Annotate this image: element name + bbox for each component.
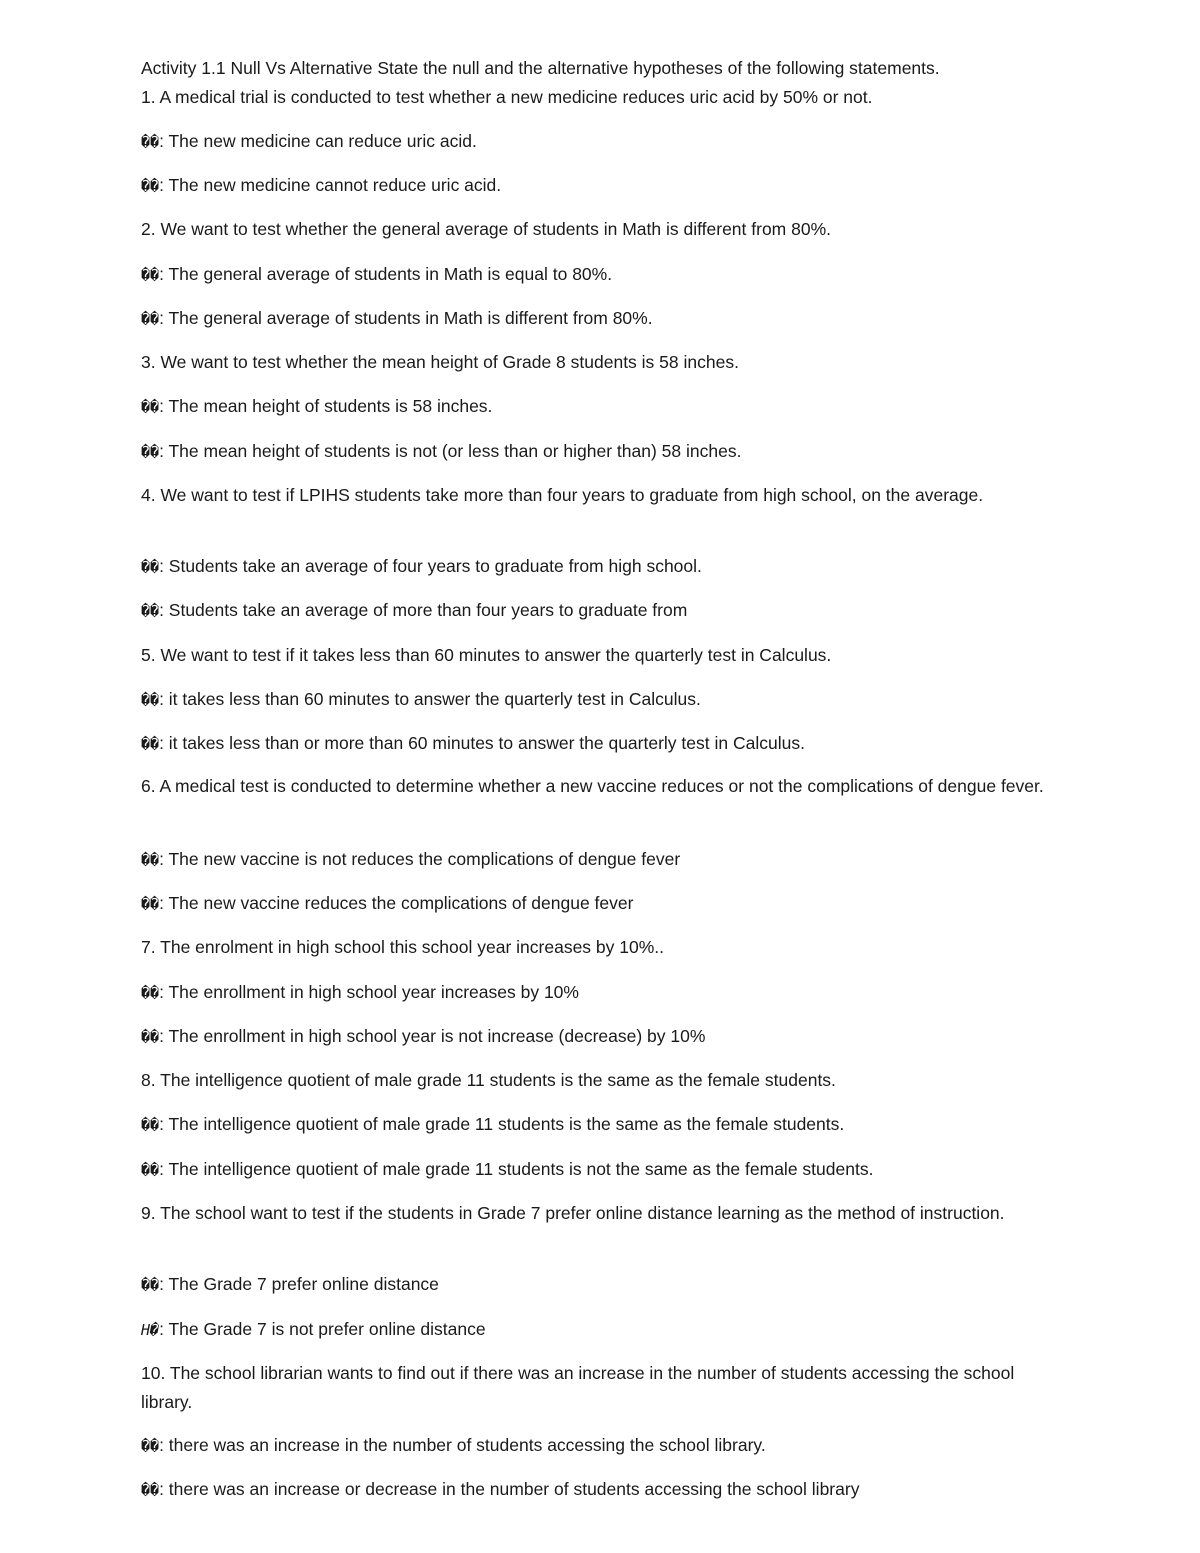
alt-hypothesis-2 xyxy=(141,304,1050,334)
alt-hypothesis-3 xyxy=(141,437,1050,467)
h0-symbol: �� xyxy=(141,1437,160,1455)
h0-symbol: �� xyxy=(141,851,160,869)
h0-symbol: �� xyxy=(141,1116,160,1134)
question-6: 6. A medical test is conducted to determine whether a new vaccine reduces or not the complications of dengue fever. xyxy=(141,776,1044,796)
null-hypothesis-7 xyxy=(141,978,1050,1008)
null-hypothesis-6 xyxy=(141,845,1050,875)
question-10: 10. The school librarian wants to find out if there was an increase in the number of students accessing the school library. xyxy=(141,1363,1015,1412)
alt-hypothesis-5 xyxy=(141,729,1050,759)
h0-text: : The mean height of students is 58 inches. xyxy=(159,396,493,416)
alt-hypothesis-8 xyxy=(141,1155,1050,1185)
h0-symbol: �� xyxy=(141,133,160,151)
ha-text: : The enrollment in high school year is not increase (decrease) by 10% xyxy=(159,1026,706,1046)
question-5: 5. We want to test if it takes less than 60 minutes to answer the quarterly test in Calculus. xyxy=(141,645,832,665)
null-hypothesis-4 xyxy=(141,552,1050,582)
null-hypothesis-10 xyxy=(141,1431,1050,1461)
h0-text: : The new vaccine is not reduces the complications of dengue fever xyxy=(159,849,681,869)
null-hypothesis-8 xyxy=(141,1110,1050,1140)
null-hypothesis-2 xyxy=(141,260,1050,290)
h0-text: : it takes less than 60 minutes to answer the quarterly test in Calculus. xyxy=(159,689,701,709)
ha-text: : The new vaccine reduces the complications of dengue fever xyxy=(159,893,634,913)
ha-symbol: �� xyxy=(141,1161,160,1179)
alt-hypothesis-1 xyxy=(141,171,1050,201)
ha-symbol: �� xyxy=(141,895,160,913)
ha-text: : The intelligence quotient of male grade 11 students is not the same as the female students. xyxy=(159,1159,874,1179)
ha-text: : The general average of students in Math is different from 80%. xyxy=(159,308,653,328)
null-hypothesis-5 xyxy=(141,685,1050,715)
ha-symbol: �� xyxy=(141,602,160,620)
h0-text: : The new medicine can reduce uric acid. xyxy=(159,131,477,151)
ha-symbol: �� xyxy=(141,1028,160,1046)
ha-symbol: �� xyxy=(141,443,160,461)
ha-symbol: �� xyxy=(141,735,160,753)
h0-text: : Students take an average of four years to graduate from high school. xyxy=(159,556,702,576)
alt-hypothesis-4 xyxy=(141,596,1050,626)
question-3: 3. We want to test whether the mean height of Grade 8 students is 58 inches. xyxy=(141,352,739,372)
h0-text: : The intelligence quotient of male grade 11 students is the same as the female students. xyxy=(159,1114,845,1134)
h0-symbol: �� xyxy=(141,984,160,1002)
ha-symbol: �� xyxy=(141,1481,160,1499)
activity-heading: Activity 1.1 Null Vs Alternative State the null and the alternative hypotheses of the following statements. xyxy=(141,58,940,78)
alt-hypothesis-10 xyxy=(141,1475,1050,1505)
h0-symbol: �� xyxy=(141,266,160,284)
ha-symbol: �� xyxy=(141,177,160,195)
h0-symbol: �� xyxy=(141,398,160,416)
h0-symbol: �� xyxy=(141,1276,160,1294)
ha-text: : The mean height of students is not (or less than or higher than) 58 inches. xyxy=(159,441,742,461)
ha-text: : The Grade 7 is not prefer online distance xyxy=(159,1319,486,1339)
ha-symbol: H� xyxy=(141,1321,160,1339)
h0-symbol: �� xyxy=(141,558,160,576)
question-8: 8. The intelligence quotient of male grade 11 students is the same as the female students. xyxy=(141,1070,836,1090)
question-9: 9. The school want to test if the students in Grade 7 prefer online distance learning as the method of instruction. xyxy=(141,1203,1005,1223)
alt-hypothesis-9 xyxy=(141,1315,1050,1345)
h0-text: : The general average of students in Math is equal to 80%. xyxy=(159,264,613,284)
question-4: 4. We want to test if LPIHS students take more than four years to graduate from high school, on the average. xyxy=(141,485,984,505)
alt-hypothesis-6 xyxy=(141,889,1050,919)
null-hypothesis-9 xyxy=(141,1270,1050,1300)
ha-text: : Students take an average of more than four years to graduate from xyxy=(159,600,688,620)
h0-text: : The Grade 7 prefer online distance xyxy=(159,1274,439,1294)
ha-text: : there was an increase or decrease in the number of students accessing the school library xyxy=(159,1479,860,1499)
alt-hypothesis-7 xyxy=(141,1022,1050,1052)
null-hypothesis-1 xyxy=(141,127,1050,157)
question-7: 7. The enrolment in high school this school year increases by 10%.. xyxy=(141,937,665,957)
question-1: 1. A medical trial is conducted to test whether a new medicine reduces uric acid by 50% or not. xyxy=(141,87,873,107)
ha-text: : it takes less than or more than 60 minutes to answer the quarterly test in Calculus. xyxy=(159,733,805,753)
ha-text: : The new medicine cannot reduce uric acid. xyxy=(159,175,502,195)
null-hypothesis-3 xyxy=(141,392,1050,422)
h0-symbol: �� xyxy=(141,691,160,709)
question-2: 2. We want to test whether the general average of students in Math is different from 80%. xyxy=(141,219,832,239)
h0-text: : there was an increase in the number of students accessing the school library. xyxy=(159,1435,766,1455)
ha-symbol: �� xyxy=(141,310,160,328)
h0-text: : The enrollment in high school year increases by 10% xyxy=(159,982,579,1002)
